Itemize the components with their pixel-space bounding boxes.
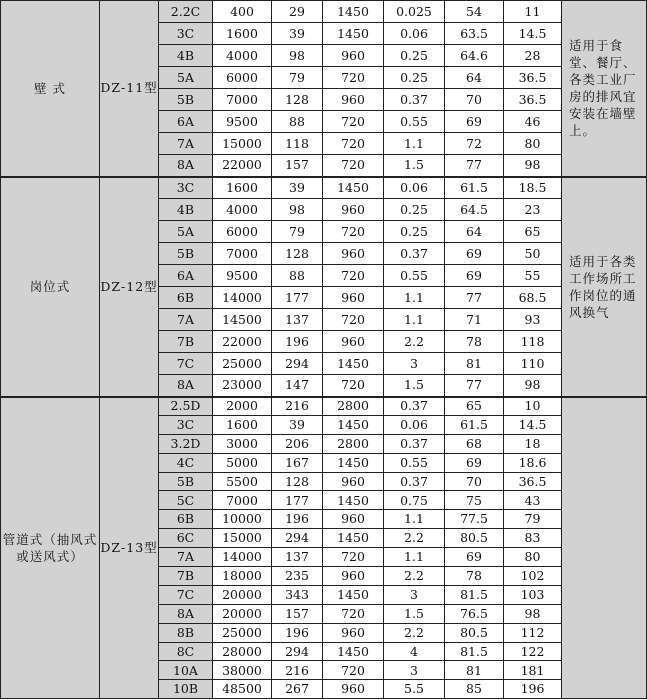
table-row <box>1 397 647 416</box>
weight-cell: 28 <box>504 45 562 67</box>
table-body <box>1 1 647 699</box>
fan-number-cell: 8C <box>159 642 213 661</box>
speed-cell: 1450 <box>323 642 384 661</box>
weight-cell: 102 <box>504 567 562 586</box>
weight-cell: 79 <box>504 510 562 529</box>
pressure-cell: 294 <box>272 353 323 375</box>
airflow-cell: 20000 <box>213 604 272 623</box>
weight-cell: 98 <box>504 375 562 397</box>
pressure-cell: 167 <box>272 453 323 472</box>
weight-cell: 14.5 <box>504 415 562 434</box>
pressure-cell: 216 <box>272 661 323 680</box>
noise-cell: 77.5 <box>445 510 504 529</box>
noise-cell: 81 <box>445 661 504 680</box>
model-cell: DZ-12型 <box>100 177 159 397</box>
noise-cell: 78 <box>445 567 504 586</box>
noise-cell: 70 <box>445 472 504 491</box>
speed-cell: 720 <box>323 309 384 331</box>
pressure-cell: 128 <box>272 472 323 491</box>
weight-cell: 118 <box>504 331 562 353</box>
power-cell: 0.25 <box>384 45 445 67</box>
noise-cell: 71 <box>445 309 504 331</box>
speed-cell: 720 <box>323 133 384 155</box>
fan-number-cell: 10A <box>159 661 213 680</box>
noise-cell: 64.5 <box>445 199 504 221</box>
weight-cell: 18.5 <box>504 177 562 199</box>
pressure-cell: 343 <box>272 585 323 604</box>
weight-cell: 14.5 <box>504 23 562 45</box>
airflow-cell: 5500 <box>213 472 272 491</box>
pressure-cell: 157 <box>272 155 323 177</box>
power-cell: 0.55 <box>384 111 445 133</box>
noise-cell: 75 <box>445 491 504 510</box>
fan-number-cell: 8A <box>159 155 213 177</box>
speed-cell: 960 <box>323 331 384 353</box>
fan-number-cell: 8A <box>159 604 213 623</box>
pressure-cell: 147 <box>272 375 323 397</box>
speed-cell: 720 <box>323 548 384 567</box>
fan-number-cell: 6A <box>159 111 213 133</box>
pressure-cell: 177 <box>272 491 323 510</box>
fan-number-cell: 5B <box>159 243 213 265</box>
speed-cell: 720 <box>323 221 384 243</box>
airflow-cell: 9500 <box>213 111 272 133</box>
fan-number-cell: 5B <box>159 89 213 111</box>
table-row <box>1 177 647 199</box>
pressure-cell: 137 <box>272 309 323 331</box>
noise-cell: 81.5 <box>445 642 504 661</box>
weight-cell: 36.5 <box>504 67 562 89</box>
power-cell: 2.2 <box>384 567 445 586</box>
power-cell: 0.06 <box>384 177 445 199</box>
airflow-cell: 25000 <box>213 353 272 375</box>
pressure-cell: 128 <box>272 243 323 265</box>
weight-cell: 36.5 <box>504 89 562 111</box>
application-note-cell: 适用于各类工作场所工作岗位的通风换气 <box>562 177 647 397</box>
pressure-cell: 177 <box>272 287 323 309</box>
speed-cell: 2800 <box>323 434 384 453</box>
power-cell: 0.06 <box>384 23 445 45</box>
noise-cell: 80.5 <box>445 529 504 548</box>
fan-number-cell: 4C <box>159 453 213 472</box>
noise-cell: 64 <box>445 67 504 89</box>
airflow-cell: 38000 <box>213 661 272 680</box>
airflow-cell: 3000 <box>213 434 272 453</box>
speed-cell: 720 <box>323 111 384 133</box>
fan-number-cell: 6A <box>159 265 213 287</box>
airflow-cell: 48500 <box>213 680 272 699</box>
weight-cell: 80 <box>504 133 562 155</box>
noise-cell: 77 <box>445 155 504 177</box>
fan-number-cell: 7A <box>159 309 213 331</box>
power-cell: 1.1 <box>384 309 445 331</box>
weight-cell: 80 <box>504 548 562 567</box>
power-cell: 0.75 <box>384 491 445 510</box>
pressure-cell: 157 <box>272 604 323 623</box>
weight-cell: 65 <box>504 221 562 243</box>
weight-cell: 122 <box>504 642 562 661</box>
fan-number-cell: 3C <box>159 415 213 434</box>
power-cell: 1.1 <box>384 510 445 529</box>
noise-cell: 81.5 <box>445 585 504 604</box>
airflow-cell: 10000 <box>213 510 272 529</box>
model-cell: DZ-11型 <box>100 1 159 177</box>
fan-number-cell: 5C <box>159 491 213 510</box>
power-cell: 0.37 <box>384 397 445 416</box>
pressure-cell: 137 <box>272 548 323 567</box>
pressure-cell: 128 <box>272 89 323 111</box>
power-cell: 1.5 <box>384 375 445 397</box>
speed-cell: 1450 <box>323 23 384 45</box>
fan-number-cell: 3.2D <box>159 434 213 453</box>
power-cell: 1.1 <box>384 548 445 567</box>
speed-cell: 960 <box>323 287 384 309</box>
fan-number-cell: 10B <box>159 680 213 699</box>
pressure-cell: 79 <box>272 221 323 243</box>
airflow-cell: 22000 <box>213 155 272 177</box>
weight-cell: 196 <box>504 680 562 699</box>
power-cell: 1.1 <box>384 133 445 155</box>
fan-number-cell: 2.2C <box>159 1 213 23</box>
pressure-cell: 196 <box>272 623 323 642</box>
weight-cell: 103 <box>504 585 562 604</box>
power-cell: 0.37 <box>384 472 445 491</box>
pressure-cell: 39 <box>272 415 323 434</box>
speed-cell: 960 <box>323 89 384 111</box>
speed-cell: 1450 <box>323 1 384 23</box>
pressure-cell: 39 <box>272 23 323 45</box>
fan-number-cell: 6C <box>159 529 213 548</box>
airflow-cell: 1600 <box>213 415 272 434</box>
power-cell: 3 <box>384 661 445 680</box>
pressure-cell: 39 <box>272 177 323 199</box>
airflow-cell: 7000 <box>213 89 272 111</box>
application-note-cell <box>562 397 647 699</box>
power-cell: 1.5 <box>384 155 445 177</box>
noise-cell: 64.6 <box>445 45 504 67</box>
weight-cell: 112 <box>504 623 562 642</box>
power-cell: 1.1 <box>384 287 445 309</box>
weight-cell: 36.5 <box>504 472 562 491</box>
speed-cell: 960 <box>323 623 384 642</box>
power-cell: 0.06 <box>384 415 445 434</box>
power-cell: 4 <box>384 642 445 661</box>
power-cell: 0.55 <box>384 453 445 472</box>
fan-number-cell: 7C <box>159 353 213 375</box>
airflow-cell: 400 <box>213 1 272 23</box>
pressure-cell: 118 <box>272 133 323 155</box>
noise-cell: 69 <box>445 243 504 265</box>
speed-cell: 1450 <box>323 415 384 434</box>
speed-cell: 960 <box>323 510 384 529</box>
weight-cell: 43 <box>504 491 562 510</box>
noise-cell: 69 <box>445 111 504 133</box>
pressure-cell: 196 <box>272 331 323 353</box>
fan-number-cell: 3C <box>159 177 213 199</box>
power-cell: 5.5 <box>384 680 445 699</box>
weight-cell: 98 <box>504 604 562 623</box>
pressure-cell: 196 <box>272 510 323 529</box>
install-type-cell: 壁 式 <box>1 1 100 177</box>
power-cell: 0.55 <box>384 265 445 287</box>
speed-cell: 720 <box>323 661 384 680</box>
airflow-cell: 1600 <box>213 23 272 45</box>
pressure-cell: 206 <box>272 434 323 453</box>
airflow-cell: 15000 <box>213 133 272 155</box>
airflow-cell: 18000 <box>213 567 272 586</box>
airflow-cell: 22000 <box>213 331 272 353</box>
noise-cell: 81 <box>445 353 504 375</box>
noise-cell: 80.5 <box>445 623 504 642</box>
airflow-cell: 15000 <box>213 529 272 548</box>
noise-cell: 78 <box>445 331 504 353</box>
noise-cell: 61.5 <box>445 415 504 434</box>
speed-cell: 720 <box>323 265 384 287</box>
airflow-cell: 9500 <box>213 265 272 287</box>
weight-cell: 93 <box>504 309 562 331</box>
speed-cell: 720 <box>323 375 384 397</box>
noise-cell: 72 <box>445 133 504 155</box>
fan-number-cell: 5A <box>159 67 213 89</box>
airflow-cell: 4000 <box>213 45 272 67</box>
fan-number-cell: 7C <box>159 585 213 604</box>
noise-cell: 77 <box>445 287 504 309</box>
speed-cell: 1450 <box>323 585 384 604</box>
noise-cell: 61.5 <box>445 177 504 199</box>
pressure-cell: 88 <box>272 265 323 287</box>
power-cell: 2.2 <box>384 623 445 642</box>
weight-cell: 83 <box>504 529 562 548</box>
speed-cell: 1450 <box>323 491 384 510</box>
airflow-cell: 1600 <box>213 177 272 199</box>
power-cell: 0.37 <box>384 243 445 265</box>
fan-number-cell: 6B <box>159 287 213 309</box>
speed-cell: 720 <box>323 67 384 89</box>
weight-cell: 18.6 <box>504 453 562 472</box>
pressure-cell: 98 <box>272 45 323 67</box>
fan-number-cell: 4B <box>159 45 213 67</box>
airflow-cell: 14000 <box>213 287 272 309</box>
install-type-cell: 管道式（抽风式或送风式） <box>1 397 100 699</box>
speed-cell: 720 <box>323 155 384 177</box>
noise-cell: 63.5 <box>445 23 504 45</box>
pressure-cell: 29 <box>272 1 323 23</box>
fan-number-cell: 2.5D <box>159 397 213 416</box>
pressure-cell: 294 <box>272 529 323 548</box>
noise-cell: 76.5 <box>445 604 504 623</box>
noise-cell: 54 <box>445 1 504 23</box>
power-cell: 0.37 <box>384 434 445 453</box>
power-cell: 1.5 <box>384 604 445 623</box>
weight-cell: 98 <box>504 155 562 177</box>
power-cell: 0.25 <box>384 221 445 243</box>
pressure-cell: 294 <box>272 642 323 661</box>
speed-cell: 960 <box>323 243 384 265</box>
pressure-cell: 88 <box>272 111 323 133</box>
weight-cell: 50 <box>504 243 562 265</box>
airflow-cell: 28000 <box>213 642 272 661</box>
speed-cell: 960 <box>323 45 384 67</box>
speed-cell: 1450 <box>323 529 384 548</box>
noise-cell: 85 <box>445 680 504 699</box>
speed-cell: 1450 <box>323 353 384 375</box>
weight-cell: 68.5 <box>504 287 562 309</box>
fan-number-cell: 7A <box>159 548 213 567</box>
noise-cell: 68 <box>445 434 504 453</box>
speed-cell: 960 <box>323 567 384 586</box>
airflow-cell: 5000 <box>213 453 272 472</box>
speed-cell: 1450 <box>323 453 384 472</box>
fan-number-cell: 7A <box>159 133 213 155</box>
speed-cell: 720 <box>323 604 384 623</box>
airflow-cell: 14000 <box>213 548 272 567</box>
weight-cell: 10 <box>504 397 562 416</box>
power-cell: 3 <box>384 585 445 604</box>
noise-cell: 69 <box>445 453 504 472</box>
weight-cell: 18 <box>504 434 562 453</box>
fan-number-cell: 7B <box>159 567 213 586</box>
power-cell: 2.2 <box>384 331 445 353</box>
pressure-cell: 267 <box>272 680 323 699</box>
speed-cell: 2800 <box>323 397 384 416</box>
table-row <box>1 1 647 23</box>
pressure-cell: 79 <box>272 67 323 89</box>
speed-cell: 960 <box>323 680 384 699</box>
speed-cell: 960 <box>323 472 384 491</box>
weight-cell: 181 <box>504 661 562 680</box>
install-type-cell: 岗位式 <box>1 177 100 397</box>
speed-cell: 1450 <box>323 177 384 199</box>
noise-cell: 65 <box>445 397 504 416</box>
model-cell: DZ-13型 <box>100 397 159 699</box>
fan-number-cell: 5B <box>159 472 213 491</box>
airflow-cell: 20000 <box>213 585 272 604</box>
pressure-cell: 235 <box>272 567 323 586</box>
noise-cell: 64 <box>445 221 504 243</box>
noise-cell: 70 <box>445 89 504 111</box>
weight-cell: 110 <box>504 353 562 375</box>
power-cell: 3 <box>384 353 445 375</box>
power-cell: 0.025 <box>384 1 445 23</box>
airflow-cell: 6000 <box>213 67 272 89</box>
fan-number-cell: 3C <box>159 23 213 45</box>
airflow-cell: 25000 <box>213 623 272 642</box>
weight-cell: 55 <box>504 265 562 287</box>
fan-number-cell: 5A <box>159 221 213 243</box>
noise-cell: 69 <box>445 265 504 287</box>
power-cell: 0.37 <box>384 89 445 111</box>
weight-cell: 46 <box>504 111 562 133</box>
fan-number-cell: 4B <box>159 199 213 221</box>
airflow-cell: 23000 <box>213 375 272 397</box>
airflow-cell: 7000 <box>213 243 272 265</box>
fan-number-cell: 8A <box>159 375 213 397</box>
power-cell: 2.2 <box>384 529 445 548</box>
power-cell: 0.25 <box>384 199 445 221</box>
weight-cell: 23 <box>504 199 562 221</box>
fan-number-cell: 8B <box>159 623 213 642</box>
noise-cell: 77 <box>445 375 504 397</box>
airflow-cell: 14500 <box>213 309 272 331</box>
pressure-cell: 98 <box>272 199 323 221</box>
power-cell: 0.25 <box>384 67 445 89</box>
airflow-cell: 6000 <box>213 221 272 243</box>
noise-cell: 69 <box>445 548 504 567</box>
pressure-cell: 216 <box>272 397 323 416</box>
fan-number-cell: 7B <box>159 331 213 353</box>
fan-number-cell: 6B <box>159 510 213 529</box>
airflow-cell: 2000 <box>213 397 272 416</box>
speed-cell: 960 <box>323 199 384 221</box>
application-note-cell: 适用于食堂、餐厅、各类工业厂房的排风宜安装在墙壁上。 <box>562 1 647 177</box>
weight-cell: 11 <box>504 1 562 23</box>
airflow-cell: 7000 <box>213 491 272 510</box>
airflow-cell: 4000 <box>213 199 272 221</box>
